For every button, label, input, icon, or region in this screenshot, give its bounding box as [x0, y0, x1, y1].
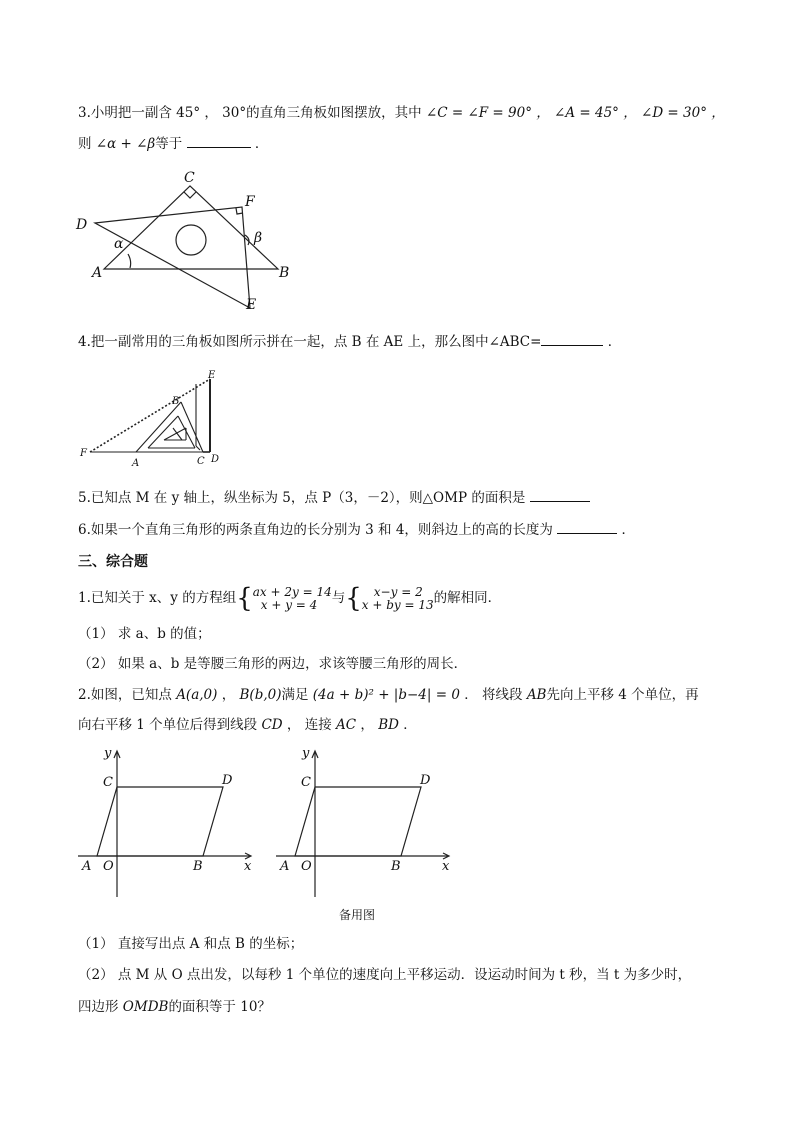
svg-text:O: O — [301, 859, 312, 874]
label-B: B — [172, 396, 180, 407]
answer-blank[interactable] — [530, 488, 590, 502]
q3-line2: 则 ∠α + ∠β等于 ． — [78, 136, 269, 152]
figure-caption: 备用图 — [339, 908, 376, 922]
circle-hole — [176, 225, 206, 255]
q3-angle-conditions: ∠C = ∠F = 90° ， ∠A = 45° ， ∠D = 30° ， — [425, 105, 725, 121]
parallelogram-abdc — [295, 787, 421, 856]
label-E: E — [208, 370, 216, 381]
c1-line: 1.已知关于 x、y 的方程组{ ax + 2y = 14 x + y = 4 与{ x−y = 2 x + by = 13 的解相同． — [78, 583, 502, 614]
svg-text:A: A — [82, 859, 92, 874]
answer-blank[interactable] — [541, 332, 603, 346]
q3-figure — [70, 165, 300, 315]
label-D: D — [211, 454, 220, 465]
right-angle-mark-c — [184, 192, 196, 198]
c2-figure-main — [70, 742, 260, 902]
svg-text:y: y — [104, 746, 112, 761]
svg-text:O: O — [103, 859, 114, 874]
equation-system-2: x−y = 2 x + by = 13 — [361, 584, 434, 612]
c2-line2: 向右平移 1 个单位后得到线段 CD ， 连接 AC ， BD ． — [78, 717, 417, 733]
answer-blank[interactable] — [187, 134, 251, 148]
label-E: E — [246, 297, 257, 313]
alpha-arc — [128, 254, 131, 268]
svg-text:B: B — [193, 859, 203, 874]
c1-sub2: （2） 如果 a、b 是等腰三角形的两边，求该等腰三角形的周长． — [78, 656, 468, 672]
c2-sub2-line2: 四边形 OMDB的面积等于 10？ — [78, 999, 271, 1015]
label-beta: β — [254, 230, 263, 246]
c1-sub1: （1） 求 a、b 的值； — [78, 626, 211, 642]
label-F: F — [80, 448, 87, 459]
q4-line: 4.把一副常用的三角板如图所示拼在一起，点 B 在 AE 上，那么图中∠ABC= ． — [78, 334, 622, 350]
label-A: A — [132, 458, 140, 469]
label-A: A — [92, 265, 103, 281]
q3-line1: 3.小明把一副含 45° ， 30°的直角三角板如图摆放，其中 ∠C = ∠F = 90° ， ∠A = 45° ， ∠D = 30° ， — [78, 105, 725, 121]
svg-text:D: D — [222, 773, 233, 788]
label-D: D — [76, 217, 88, 233]
label-C: C — [197, 456, 205, 467]
svg-text:D: D — [420, 773, 431, 788]
q4-figure — [78, 368, 228, 470]
label-B: B — [279, 265, 290, 281]
svg-text:x: x — [442, 859, 450, 874]
c2-figure-spare — [268, 742, 458, 902]
c2-sub2-line1: （2） 点 M 从 O 点出发，以每秒 1 个单位的速度向上平移运动．设运动时间为 t 秒，当 t 为多少时， — [78, 967, 692, 983]
label-F: F — [245, 194, 255, 210]
svg-text:x: x — [244, 859, 252, 874]
label-alpha: α — [114, 236, 124, 252]
svg-text:y: y — [302, 746, 310, 761]
parallelogram-abdc — [97, 787, 223, 856]
svg-text:A: A — [280, 859, 290, 874]
c2-sub1: （1） 直接写出点 A 和点 B 的坐标； — [78, 936, 304, 952]
q5-line: 5.已知点 M 在 y 轴上，纵坐标为 5，点 P（3，－2），则△OMP 的面积是 — [78, 488, 590, 507]
answer-blank[interactable] — [557, 520, 617, 534]
section-heading: 三、综合题 — [78, 554, 148, 570]
q6-line: 6.如果一个直角三角形的两条直角边的长分别为 3 和 4，则斜边上的高的长度为 ． — [78, 522, 636, 538]
equation-system-1: ax + 2y = 14 x + y = 4 — [252, 584, 332, 612]
label-C: C — [184, 170, 195, 186]
c2-line1: 2.如图，已知点 A(a,0) ， B(b,0)满足 (4a + b)² + |b−4| = 0 ． 将线段 AB先向上平移 4 个单位，再 — [78, 687, 699, 703]
triangle-dfe — [95, 207, 250, 308]
svg-text:C: C — [301, 775, 311, 790]
svg-text:C: C — [103, 775, 113, 790]
svg-text:B: B — [391, 859, 401, 874]
